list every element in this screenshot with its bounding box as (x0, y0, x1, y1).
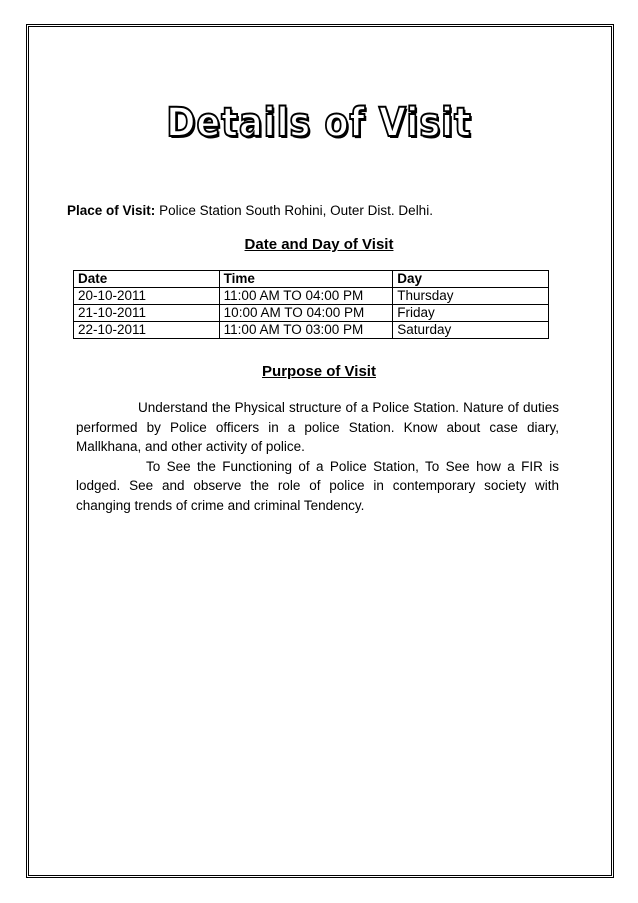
purpose-body (76, 398, 559, 515)
table-row (74, 322, 549, 339)
column-header-date: Date (74, 271, 220, 288)
purpose-section-heading: Purpose of Visit (262, 363, 376, 380)
column-header-time: Time (219, 271, 393, 288)
cell-time: 11:00 AM TO 04:00 PM (219, 288, 393, 305)
table-row (74, 288, 549, 305)
cell-date: 20-10-2011 (74, 288, 220, 305)
date-section-heading: Date and Day of Visit (244, 236, 394, 253)
column-header-day: Day (393, 271, 549, 288)
purpose-paragraph: To See the Functioning of a Police Station, To See how a FIR is lodged. See and observe the role of police in contemporary society with changing trends of crime and criminal Tendency. (76, 458, 559, 513)
cell-day: Friday (393, 305, 549, 322)
cell-date: 22-10-2011 (74, 322, 220, 339)
purpose-paragraph: Understand the Physical structure of a Police Station. Nature of duties performed by Police officers in a police Station. Know about case diary, Mallkhana, and other activity of police. (76, 400, 559, 454)
cell-day: Saturday (393, 322, 549, 339)
visit-schedule-table (73, 270, 549, 339)
place-of-visit (67, 203, 433, 218)
cell-day: Thursday (393, 288, 549, 305)
cell-time: 11:00 AM TO 03:00 PM (219, 322, 393, 339)
table-row (74, 305, 549, 322)
page-title: Details of Visit (166, 100, 472, 146)
place-label: Place of Visit: (67, 203, 156, 218)
table-header-row (74, 271, 549, 288)
cell-date: 21-10-2011 (74, 305, 220, 322)
cell-time: 10:00 AM TO 04:00 PM (219, 305, 393, 322)
place-value: Police Station South Rohini, Outer Dist. Delhi. (159, 203, 433, 218)
